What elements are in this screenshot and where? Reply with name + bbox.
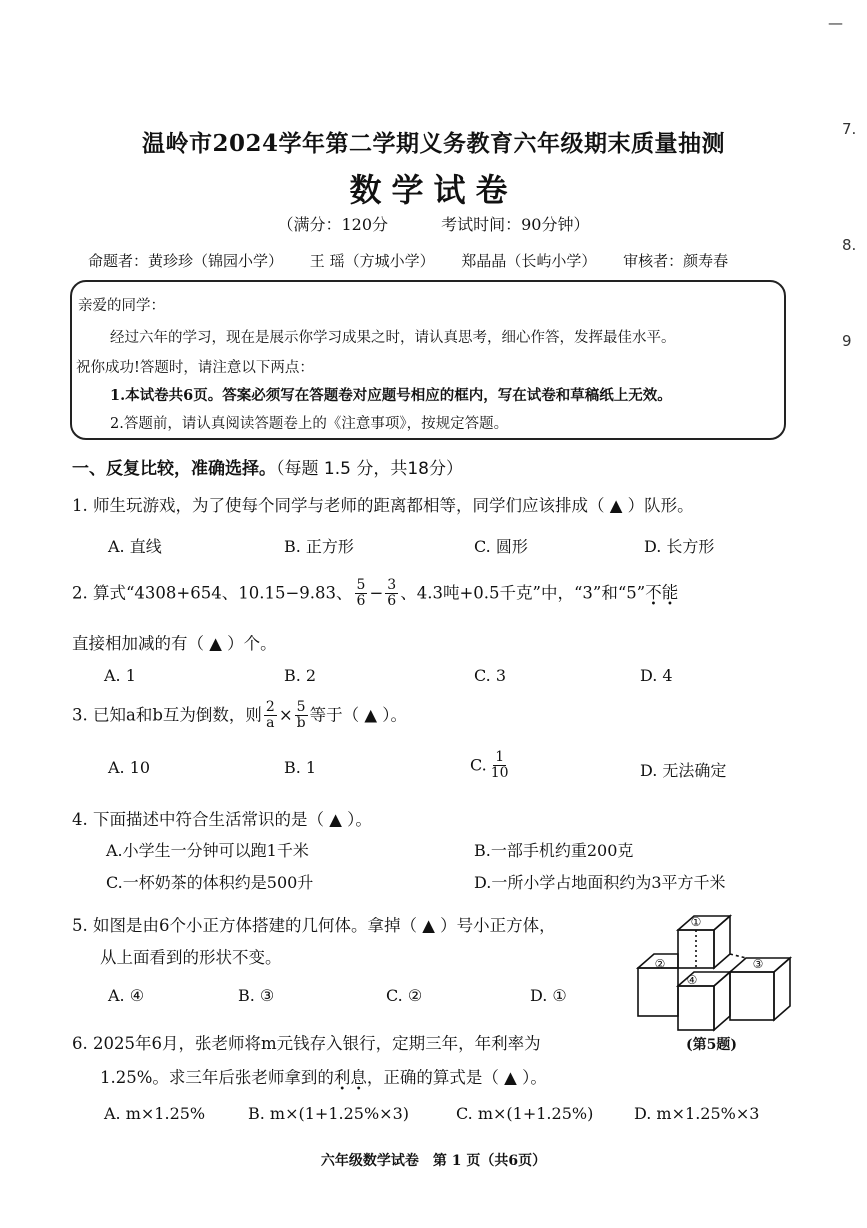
q3-text-b: 等于（ ▲ ）。 — [309, 705, 408, 725]
q2-frac2-den: 6 — [387, 593, 397, 610]
exam-title-line1: 温岭市2024学年第二学期义务教育六年级期末质量抽测 — [141, 130, 725, 157]
q1-option-c: C. 圆形 — [474, 537, 528, 556]
q4-option-b: B.一部手机约重200克 — [474, 841, 634, 860]
reviewer: 审核者：颜寿春 — [623, 252, 729, 270]
q3-frac2-den: b — [296, 715, 306, 732]
q2-fraction-2 — [385, 578, 398, 610]
q5-option-b: B. ③ — [238, 986, 275, 1005]
q2-emphasis-2: 能 — [661, 583, 679, 603]
question-4-stem: 4. 下面描述中符合生活常识的是（ ▲ ）。 — [72, 810, 372, 829]
question-6-stem: 6. 2025年6月，张老师将m元钱存入银行，定期三年，年利率为 — [72, 1034, 541, 1053]
q2-option-d: D. 4 — [640, 666, 673, 685]
full-score: （满分：120分 — [277, 215, 389, 234]
q3-times: × — [278, 705, 293, 725]
q3-option-a: A. 10 — [108, 758, 151, 777]
q6-text-b1: 1.25%。求三年后张老师拿到的 — [100, 1068, 334, 1087]
q6-option-a: A. m×1.25% — [104, 1104, 206, 1123]
q2-option-a: A. 1 — [104, 666, 136, 685]
q6-option-d: D. m×1.25%×3 — [634, 1104, 760, 1123]
q2-frac1-den: 6 — [356, 593, 366, 610]
q6-emphasis-1: 利 — [333, 1068, 351, 1087]
q2-emphasis-1: 不 — [645, 583, 662, 603]
q3-text-a: 3. 已知a和b互为倒数，则 — [72, 705, 262, 725]
figure-caption: (第5题) — [686, 1037, 737, 1053]
q3-optc-num: 1 — [495, 749, 505, 765]
q2-option-c: C. 3 — [474, 666, 507, 685]
q3-frac1-num: 2 — [265, 699, 275, 715]
section-points: （每题 1.5 分，共18分） — [276, 459, 463, 479]
question-6-stem-cont — [100, 1064, 547, 1088]
question-1-stem: 1. 师生玩游戏，为了使每个同学与老师的距离都相等，同学们应该排成（ ▲ ）队形。 — [72, 496, 694, 515]
q4-option-a: A.小学生一分钟可以跑1千米 — [106, 841, 309, 860]
cube-label-4: ④ — [686, 973, 698, 987]
q5-option-a: A. ④ — [108, 986, 145, 1005]
edge-mark-7: 7. — [842, 120, 857, 138]
q3-option-c-label: C. — [470, 755, 487, 775]
q3-frac2-num: 5 — [296, 699, 306, 715]
question-2-stem-cont: 直接相加减的有（ ▲ ）个。 — [72, 634, 277, 653]
question-2-stem — [72, 578, 678, 610]
author-2: 王 瑶（方城小学） — [309, 252, 435, 270]
q4-option-d: D.一所小学占地面积约为3平方千米 — [474, 873, 726, 892]
section-heading — [72, 454, 463, 479]
q3-option-c-fraction — [489, 750, 511, 782]
q3-option-d: D. 无法确定 — [640, 761, 727, 780]
cube-figure — [630, 910, 800, 1036]
exam-meta — [0, 212, 867, 235]
q5-option-d: D. ① — [530, 986, 567, 1005]
q2-text-b: 、4.3吨+0.5千克”中，“3”和“5” — [400, 583, 646, 603]
q3-optc-den: 10 — [490, 765, 509, 782]
notice-item1: 1.本试卷共6页。答案必须写在答题卷对应题号相应的框内，写在试卷和草稿纸上无效。 — [110, 387, 672, 404]
q3-option-b: B. 1 — [284, 758, 317, 777]
notice-line1: 经过六年的学习，现在是展示你学习成果之时，请认真思考，细心作答，发挥最佳水平。 — [110, 330, 676, 346]
q1-option-b: B. 正方形 — [284, 537, 354, 556]
notice-line2: 祝你成功!答题时，请注意以下两点： — [76, 360, 314, 376]
q6-text-b2: ，正确的算式是（ ▲ ）。 — [366, 1068, 547, 1087]
edge-mark-9: 9 — [842, 332, 852, 350]
section-title: 一、反复比较，准确选择。 — [72, 459, 276, 479]
q3-option-c — [470, 750, 513, 782]
edge-dash: — — [828, 14, 843, 32]
page-footer: 六年级数学试卷 第 1 页（共6页） — [320, 1153, 547, 1169]
q6-emphasis-2: 息 — [350, 1068, 367, 1087]
q2-minus: − — [369, 583, 384, 603]
exam-time: 考试时间：90分钟） — [441, 215, 590, 234]
notice-greeting: 亲爱的同学： — [78, 298, 165, 314]
notice-box — [70, 280, 786, 440]
q1-option-d: D. 长方形 — [644, 537, 715, 556]
q6-option-b: B. m×(1+1.25%×3) — [248, 1104, 409, 1123]
q2-option-b: B. 2 — [284, 666, 317, 685]
question-3-stem — [72, 700, 407, 732]
author-3: 郑晶晶（长屿小学） — [461, 252, 597, 270]
cube-label-1: ① — [690, 915, 702, 929]
q3-fraction-2 — [295, 700, 308, 732]
cube-label-3: ③ — [752, 957, 764, 971]
q2-text-a: 2. 算式“4308+654、10.15−9.83、 — [72, 583, 353, 603]
q6-option-c: C. m×(1+1.25%) — [456, 1104, 594, 1123]
question-5-stem: 5. 如图是由6个小正方体搭建的几何体。拿掉（ ▲ ）号小正方体， — [72, 916, 556, 935]
q4-option-c: C.一杯奶茶的体积约是500升 — [106, 873, 314, 892]
authors-line — [88, 250, 750, 271]
q2-fraction-1 — [355, 578, 368, 610]
edge-mark-8: 8. — [842, 236, 857, 254]
q1-option-a: A. 直线 — [108, 537, 162, 556]
notice-item2: 2.答题前，请认真阅读答题卷上的《注意事项》，按规定答题。 — [110, 416, 509, 432]
q2-frac1-num: 5 — [356, 577, 366, 593]
q5-option-c: C. ② — [386, 986, 423, 1005]
exam-title-subject: 数学试卷 — [349, 171, 518, 209]
author-1: 命题者：黄珍珍（锦园小学） — [88, 252, 284, 270]
q3-fraction-1 — [264, 700, 277, 732]
question-5-stem-cont: 从上面看到的形状不变。 — [100, 948, 282, 967]
q2-frac2-num: 3 — [387, 577, 397, 593]
q3-frac1-den: a — [266, 715, 275, 732]
cube-label-2: ② — [654, 957, 666, 971]
